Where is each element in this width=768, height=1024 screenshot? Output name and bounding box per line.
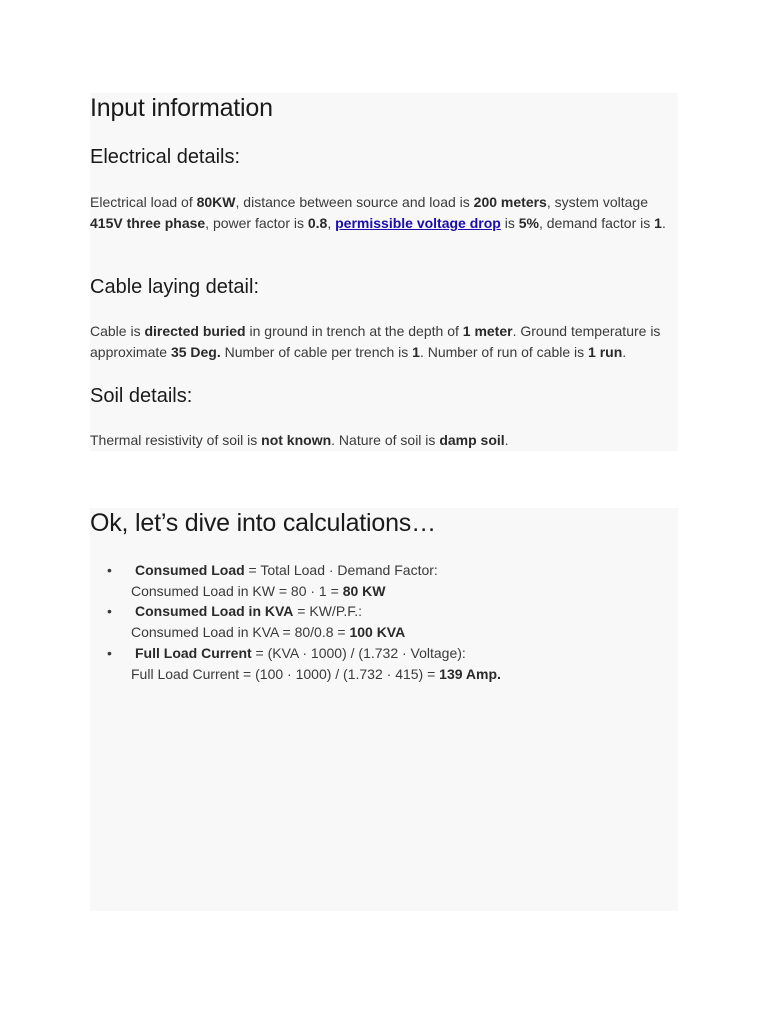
- electrical-details-heading: Electrical details:: [90, 146, 241, 168]
- cable-laying-text: Cable is directed buried in ground in trench at the depth of 1 meter. Ground temperature is approximate 35 Deg. Number of cable per trench is 1. Number of run of cable is 1 run.: [90, 323, 661, 360]
- cable-laying-heading: Cable laying detail:: [90, 276, 259, 298]
- list-item: • Consumed Load = Total Load · Demand Factor: Consumed Load in KW = 80 · 1 = 80 KW: [107, 562, 438, 599]
- electrical-details-text: Electrical load of 80KW, distance between source and load is 200 meters, system voltage 415V three phase, power factor is 0.8, permissible voltage drop is 5%, demand factor is 1.: [90, 194, 666, 231]
- soil-details-text: Thermal resistivity of soil is not known. Nature of soil is damp soil.: [90, 432, 509, 448]
- list-item: • Full Load Current = (KVA · 1000) / (1.732 · Voltage): Full Load Current = (100 · 1000) / (1.732 · 415) = 139 Amp.: [107, 644, 501, 682]
- bullet-icon: •: [107, 603, 112, 620]
- bullet-icon: •: [107, 562, 112, 578]
- calculation-panel-lower: [90, 685, 678, 911]
- calculation-list: [90, 560, 691, 684]
- input-information-title: Input information: [90, 94, 273, 122]
- bullet-icon: •: [107, 644, 112, 661]
- list-item: • Consumed Load in KVA = KW/P.F.: Consumed Load in KVA = 80/0.8 = 100 KVA: [107, 603, 406, 641]
- calculations-title: Ok, let’s dive into calculations…: [90, 509, 436, 537]
- permissible-voltage-drop-link[interactable]: permissible voltage drop: [335, 215, 501, 231]
- soil-details-heading: Soil details:: [90, 385, 193, 407]
